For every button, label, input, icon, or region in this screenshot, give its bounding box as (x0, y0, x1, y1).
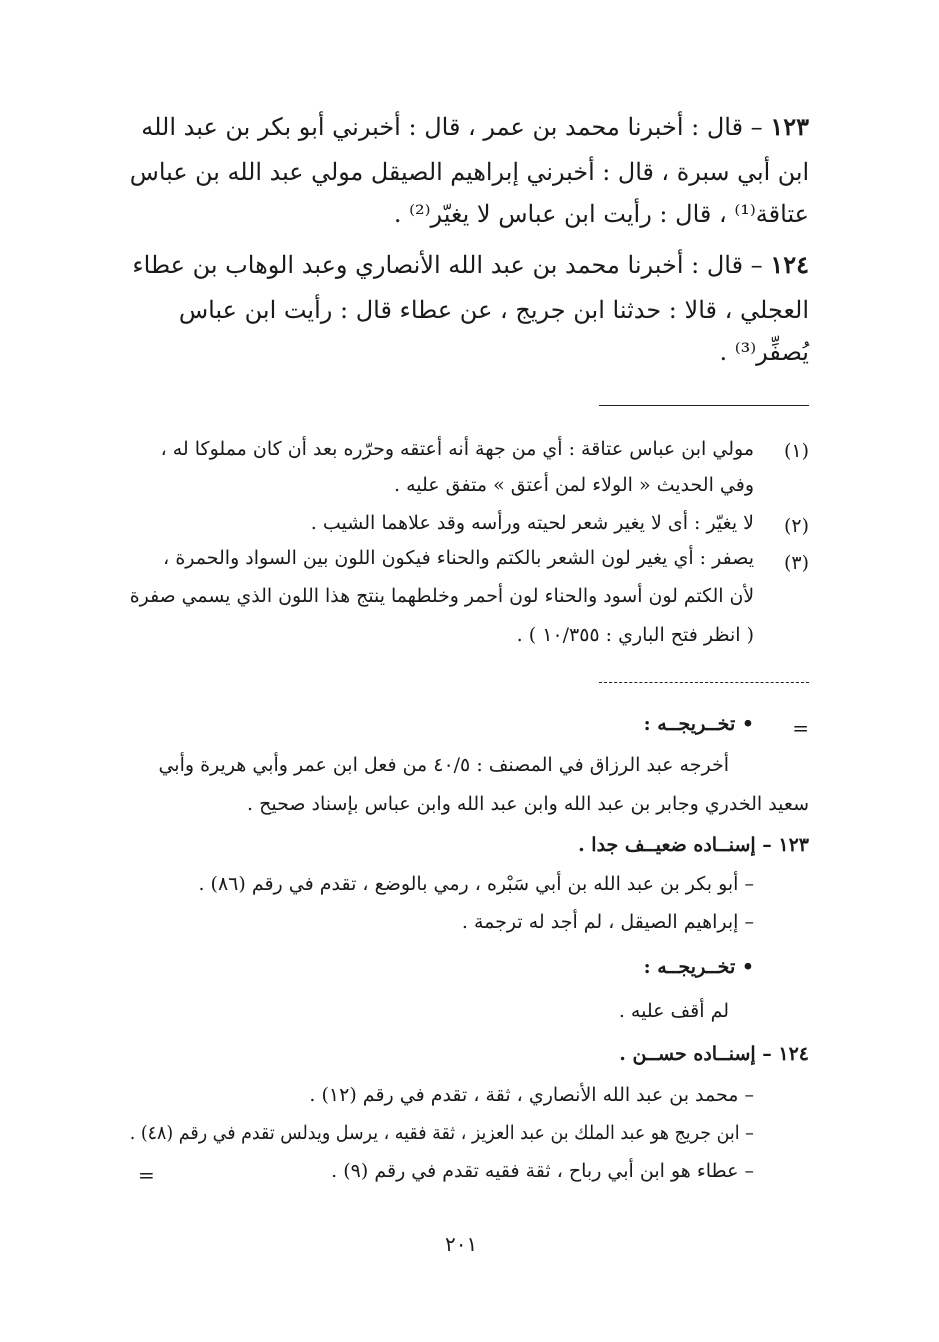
footnote-1-line-2: وفي الحديث « الولاء لمن أعتق » متفق عليه . (394, 474, 754, 496)
continuation-mark-end: = (138, 1163, 155, 1187)
footnote-separator (599, 405, 809, 406)
page-number: ٢٠١ (445, 1232, 478, 1256)
p124-line-3: يُصفِّر⁽³⁾ . (719, 338, 809, 366)
p123-line-1 (141, 112, 809, 141)
isnad-124-heading: ١٢٤ – إسنــاده حســن . (619, 1043, 809, 1065)
p124-line-1 (132, 250, 809, 279)
isnad-123-heading: ١٢٣ – إسنــاده ضعيــف جدا . (578, 834, 809, 856)
isnad-124-line-2: – ابن جريج هو عبد الملك بن عبد العزيز ، ثقة فقيه ، يرسل ويدلس تقدم في رقم (٤٨) . (129, 1122, 755, 1144)
p124-text-1: – قال : أخبرنا محمد بن عبد الله الأنصاري وعبد الوهاب بن عطاء (132, 251, 763, 279)
p124-number: ١٢٤ (770, 250, 809, 279)
p123-text-1: – قال : أخبرنا محمد بن عمر ، قال : أخبرني أبو بكر بن عبد الله (141, 113, 763, 141)
p124-line-2: العجلي ، قالا : حدثنا ابن جريج ، عن عطاء قال : رأيت ابن عباس (178, 296, 809, 324)
p123-number: ١٢٣ (770, 112, 809, 141)
footnote-2-marker: (٢) (783, 515, 809, 537)
p123-line-2: ابن أبي سبرة ، قال : أخبرني إبراهيم الصيقل مولي عبد الله بن عباس (129, 158, 809, 186)
isnad-123-line-1: – أبو بكر بن عبد الله بن أبي سَبْره ، رمي بالوضع ، تقدم في رقم (٨٦) . (198, 873, 754, 895)
footnote-3-line-2: لأن الكتم لون أسود والحناء لون أحمر وخلطهما ينتج هذا اللون الذي يسمي صفرة (129, 585, 754, 607)
footnote-2-line-1: لا يغيّر : أى لا يغير شعر لحيته ورأسه وقد علاهما الشيب . (310, 512, 754, 534)
footnote-1-marker: (١) (783, 440, 809, 462)
takhrij-1-line-1: أخرجه عبد الرزاق في المصنف : ٤٠/٥ من فعل ابن عمر وأبي هريرة وأبي (158, 754, 729, 776)
takhrij-1-line-2: سعيد الخدري وجابر بن عبد الله وابن عبد الله وابن عباس بإسناد صحيح . (247, 793, 809, 815)
p123-line-3: عتاقة⁽¹⁾ ، قال : رأيت ابن عباس لا يغيّر⁽²⁾ . (393, 200, 809, 228)
isnad-123-line-2: – إبراهيم الصيقل ، لم أجد له ترجمة . (461, 911, 754, 933)
footnote-3-line-3: ( انظر فتح الباري : ١٠/٣٥٥ ) . (516, 624, 754, 646)
continuation-mark-start: = (792, 716, 809, 740)
commentary-separator (599, 682, 809, 683)
takhrij-2-line-1: لم أقف عليه . (618, 1000, 729, 1022)
footnote-3-line-1: يصفر : أي يغير لون الشعر بالكتم والحناء فيكون اللون بين السواد والحمرة ، (163, 547, 754, 569)
isnad-124-line-1: – محمد بن عبد الله الأنصاري ، ثقة ، تقدم في رقم (١٢) . (309, 1084, 754, 1106)
takhrij-heading-2: • تخــريجــه : (643, 956, 754, 978)
takhrij-heading-1: • تخــريجــه : (643, 713, 754, 735)
footnote-1-line-1: مولي ابن عباس عتاقة : أي من جهة أنه أعتقه وحرّره بعد أن كان مملوكا له ، (160, 438, 754, 460)
footnote-3-marker: (٣) (783, 552, 809, 574)
isnad-124-line-3: – عطاء هو ابن أبي رباح ، ثقة فقيه تقدم في رقم (٩) . (331, 1160, 754, 1182)
